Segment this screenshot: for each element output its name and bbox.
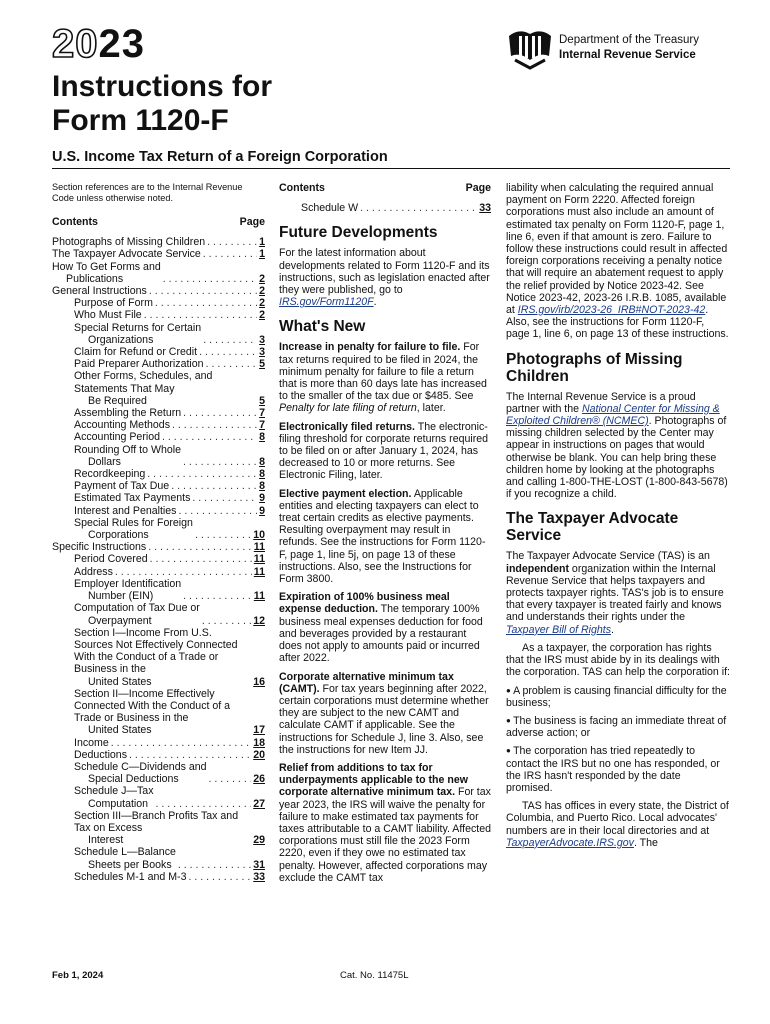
toc-leader-dots: [148, 541, 252, 553]
whats-new-list: [279, 341, 491, 884]
toc-entry[interactable]: [52, 419, 265, 431]
toc-entry[interactable]: [52, 553, 265, 565]
toc-entry[interactable]: [52, 492, 265, 504]
toc-leader-dots: [203, 334, 257, 346]
toc-entry[interactable]: [52, 737, 265, 749]
toc-page-link[interactable]: 3: [259, 346, 265, 359]
toc-entry-label: Employer Identification Number (EIN): [74, 577, 182, 603]
toc-page-link[interactable]: 7: [259, 407, 265, 420]
toc-leader-dots: [147, 468, 257, 480]
toc-entry-label: Schedule L—Balance Sheets per Books: [74, 846, 176, 871]
toc-leader-dots: [183, 590, 252, 602]
notice-2023-42-link[interactable]: IRS.gov/irb/2023-26_IRB#NOT-2023-42: [517, 304, 706, 317]
toc-entry[interactable]: [52, 846, 265, 870]
toc-page-link[interactable]: 8: [259, 455, 265, 468]
toc-entry[interactable]: [52, 566, 265, 578]
toc-page-link[interactable]: 12: [253, 614, 265, 627]
toc-leader-dots: [199, 346, 257, 358]
toc-page-link[interactable]: 9: [259, 504, 265, 517]
toc-entry-label: Estimated Tax Payments: [74, 492, 191, 505]
toc-entry-label: Who Must File: [74, 309, 142, 322]
toc-header: Contents Page: [52, 216, 265, 228]
toc-page-link[interactable]: 20: [253, 748, 265, 761]
toc-entry[interactable]: [52, 602, 265, 626]
toc-entry-label: Income: [74, 736, 109, 749]
toc-leader-dots: [172, 419, 257, 431]
toc-entry[interactable]: [279, 202, 491, 214]
toc-page-link[interactable]: 18: [253, 736, 265, 749]
toc-leader-dots: [115, 566, 252, 578]
toc-entry-label: Purpose of Form: [74, 297, 153, 310]
toc-leader-dots: [209, 773, 252, 785]
future-developments-heading: Future Developments: [279, 224, 438, 242]
toc-entry[interactable]: [52, 407, 265, 419]
toc-leader-dots: [171, 480, 257, 492]
form-year: 2023: [52, 22, 145, 66]
toc-page-link[interactable]: 1: [259, 236, 265, 249]
toc-entry[interactable]: [52, 688, 265, 737]
toc-leader-dots: [111, 737, 251, 749]
toc-entry[interactable]: [52, 761, 265, 785]
toc-page-link[interactable]: 17: [253, 724, 265, 737]
bullet-item: ● The business is facing an immediate threat of adverse action; or: [506, 715, 730, 739]
toc-entry-label: Schedules M-1 and M-3: [74, 870, 187, 883]
toc-page-link[interactable]: 11: [253, 590, 265, 603]
ncmec-link[interactable]: National Center for Missing & Exploited Children® (NCMEC): [506, 402, 720, 428]
missing-children-heading: Photographs of Missing Children: [506, 350, 683, 385]
toc-page-link[interactable]: 11: [253, 541, 265, 554]
toc-entry-label: Interest and Penalties: [74, 504, 177, 517]
whats-new-item: Increase in penalty for failure to file. For tax returns required to be filed in 2024, the minimum penalty for failure to file a return that is more than 60 days late has increased to the smaller of the tax due or $485. See Penalty for late filing of return, later.: [279, 341, 487, 415]
toc-page-link[interactable]: 31: [253, 858, 265, 871]
rights-intro-text: As a taxpayer, the corporation has rights that the IRS must abide by in its dealings with the corporation. TAS can help the corporation if:: [506, 641, 730, 679]
form-subtitle: U.S. Income Tax Return of a Foreign Corporation: [52, 149, 388, 165]
toc-page-link[interactable]: 2: [259, 272, 265, 285]
table-of-contents-continued: [279, 202, 491, 214]
toc-entry[interactable]: [52, 309, 265, 321]
toc-leader-dots: [162, 431, 257, 443]
toc-entry[interactable]: [52, 785, 265, 809]
toc-header-continued: Contents Page: [279, 182, 491, 194]
toc-entry-label: Recordkeeping: [74, 468, 146, 481]
toc-leader-dots: [202, 615, 251, 627]
toc-page-link[interactable]: 3: [259, 333, 265, 346]
toc-leader-dots: [360, 202, 477, 214]
section-references-note: Section references are to the Internal Revenue Code unless otherwise noted.: [52, 182, 243, 203]
toc-entry-label: Section I—Income From U.S. Sources Not Effectively Connected With the Conduct of a Trade or Business in the United States: [74, 626, 238, 688]
column-3: [506, 182, 730, 855]
toc-page-link[interactable]: 16: [253, 675, 265, 688]
whats-new-heading: What's New: [279, 318, 366, 336]
missing-children-text: The Internal Revenue Service is a proud partner with the National Center for Missing & Exploited Children® (NCMEC). Photographs of missing children selected by the Center may appear in instructions on pages that would otherwise be blank. You can help bring these children home by looking at the photographs and calling 1-800-THE-LOST (1-800-843-5678) if you recognize a child.: [506, 390, 728, 501]
toc-entry[interactable]: [52, 627, 265, 688]
whats-new-item: Expiration of 100% business meal expense deduction. The temporary 100% business meal expenses deduction for food and beverages provided by a restaurant does not apply to amounts paid or incurred after 2022.: [279, 591, 483, 665]
toc-entry-label: Accounting Period: [74, 431, 160, 444]
toc-page-link[interactable]: 8: [259, 468, 265, 481]
toc-leader-dots: [203, 248, 257, 260]
toc-entry-label: Section II—Income Effectively Connected With the Conduct of a Trade or Business in the United States: [74, 687, 231, 737]
page-title: Instructions for Form 1120-F: [52, 70, 273, 137]
toc-entry-label: Specific Instructions: [52, 541, 147, 554]
future-developments-text: For the latest information about developments related to Form 1120-F and its instructions, such as legislation enacted after they were published, go to IRS.gov/Form1120F.: [279, 247, 490, 309]
toc-leader-dots: [207, 236, 257, 248]
toc-entry-label: General Instructions: [52, 285, 147, 298]
toc-leader-dots: [150, 553, 252, 565]
toc-entry-label: Assembling the Return: [74, 407, 182, 420]
toc-entry[interactable]: [52, 297, 265, 309]
toc-entry[interactable]: [52, 810, 265, 847]
toc-entry-label: Section III—Branch Profits Tax and Tax on Excess Interest: [74, 809, 239, 847]
toc-entry-label: Period Covered: [74, 553, 148, 566]
toc-leader-dots: [149, 285, 257, 297]
toc-entry-label: Deductions: [74, 748, 127, 761]
toc-page-link[interactable]: 11: [253, 553, 265, 566]
whats-new-item: Corporate alternative minimum tax (CAMT). For tax years beginning after 2022, certain corporations must determine whether they are subject to the new CAMT and calculate CAMT if applicable. See the instructions for Schedule J, line 3. Also, see the instructions for new Item JJ.: [279, 670, 489, 756]
toc-entry[interactable]: [52, 236, 265, 248]
catalog-number: Cat. No. 11475L: [340, 970, 409, 981]
toc-entry[interactable]: [52, 468, 265, 480]
form1120f-link[interactable]: IRS.gov/Form1120F: [279, 296, 374, 309]
whats-new-item: Electronically filed returns. The electronic-filing threshold for corporate returns required to be filed on or after January 1, 2024, has decreased to 10 or more returns. See Electronic Filing, later.: [279, 420, 489, 482]
toc-entry-label: Rounding Off to Whole Dollars: [74, 443, 181, 468]
toc-entry[interactable]: [52, 749, 265, 761]
toc-entry-label: Payment of Tax Due: [74, 480, 170, 493]
toc-leader-dots: [178, 505, 257, 517]
whats-new-item: Elective payment election. Applicable entities and electing taxpayers can elect to treat certain credits as elective payments. Resulting overpayment may result in refunds. See the instructions for Form 1120-F, page 1, line 5j, on page 13 of these instructions. Also, see the Instructions for Form 3800.: [279, 487, 486, 586]
table-of-contents: [52, 236, 265, 883]
toc-entry-label: Schedule W: [301, 202, 359, 215]
toc-entry-label: Claim for Refund or Credit: [74, 346, 198, 359]
column-2: [279, 182, 491, 890]
toc-entry[interactable]: [52, 541, 265, 553]
toc-entry[interactable]: [52, 370, 265, 407]
taxpayer-bill-of-rights-link[interactable]: Taxpayer Bill of Rights: [506, 623, 612, 636]
toc-leader-dots: [192, 492, 257, 504]
tas-intro-text: The Taxpayer Advocate Service (TAS) is an independent organization within the Internal Revenue Service that helps taxpayers and protects taxpayer rights. TAS's job is to ensure that every taxpayer is treated fairly and knows and understands their rights under the Taxpayer Bill of Rights.: [506, 550, 724, 636]
publication-date: Feb 1, 2024: [52, 970, 104, 981]
toc-leader-dots: [144, 309, 257, 321]
taxpayer-advocate-heading: The Taxpayer Advocate Service: [506, 510, 679, 545]
toc-page-link[interactable]: 1: [259, 248, 265, 261]
toc-page-link[interactable]: 11: [253, 565, 265, 578]
toc-entry[interactable]: [52, 346, 265, 358]
toc-entry[interactable]: [52, 505, 265, 517]
toc-entry[interactable]: [52, 444, 265, 468]
toc-page-link[interactable]: 33: [479, 202, 491, 215]
toc-page-link[interactable]: 5: [259, 394, 265, 407]
toc-page-link[interactable]: 2: [259, 297, 265, 310]
agency-name: Department of the Treasury Internal Revenue Service: [559, 34, 699, 61]
toc-entry-label: Special Returns for Certain Organizations: [74, 321, 202, 346]
toc-entry-label: How To Get Forms and Publications: [52, 260, 161, 285]
bullet-item: ● A problem is causing financial difficulty for the business;: [506, 685, 730, 709]
toc-leader-dots: [183, 456, 257, 468]
toc-page-link[interactable]: 33: [253, 870, 265, 883]
toc-entry[interactable]: [52, 480, 265, 492]
toc-entry[interactable]: [52, 285, 265, 297]
toc-entry[interactable]: [52, 517, 265, 541]
toc-leader-dots: [156, 798, 252, 810]
toc-entry[interactable]: [52, 578, 265, 602]
toc-page-link[interactable]: 2: [259, 309, 265, 322]
toc-entry[interactable]: [52, 358, 265, 370]
toc-leader-dots: [183, 407, 257, 419]
toc-entry[interactable]: [52, 248, 265, 260]
toc-leader-dots: [206, 358, 258, 370]
toc-page-link[interactable]: 10: [253, 529, 265, 542]
column-1: [52, 182, 265, 883]
toc-entry-label: Accounting Methods: [74, 419, 170, 432]
toc-entry-label: Special Rules for Foreign Corporations: [74, 516, 193, 542]
toc-page-link[interactable]: 2: [259, 285, 265, 298]
toc-entry-label: Photographs of Missing Children: [52, 236, 206, 249]
toc-entry-label: The Taxpayer Advocate Service: [52, 248, 201, 261]
toc-entry[interactable]: [52, 431, 265, 443]
toc-entry-label: Schedule C—Dividends and Special Deductions: [74, 760, 207, 786]
irs-eagle-logo-icon: [505, 26, 555, 70]
toc-entry-label: Other Forms, Schedules, and Statements That May Be Required: [74, 370, 213, 407]
toc-entry-label: Computation of Tax Due or Overpayment: [74, 602, 200, 627]
toc-page-link[interactable]: 9: [259, 492, 265, 505]
toc-leader-dots: [129, 749, 251, 761]
toc-page-link[interactable]: 5: [259, 358, 265, 371]
toc-leader-dots: [188, 871, 251, 883]
toc-page-link[interactable]: 7: [259, 419, 265, 432]
toc-leader-dots: [155, 297, 257, 309]
toc-page-link[interactable]: 8: [259, 480, 265, 493]
toc-leader-dots: [178, 859, 251, 871]
toc-page-link[interactable]: 29: [253, 834, 265, 847]
toc-entry-label: Paid Preparer Authorization: [74, 358, 204, 371]
toc-leader-dots: [195, 529, 251, 541]
whats-new-item: Relief from additions to tax for underpayments applicable to the new corporate alternative minimum tax. For tax year 2023, the IRS will waive the penalty for failure to make estimated tax payments for taxes attributable to a CAMT liability. Affected corporations must still file the 2023 Form 2220, even if they owe no estimated tax penalty. However, affected corporations may exclude the CAMT tax: [279, 761, 491, 884]
toc-page-link[interactable]: 27: [253, 797, 265, 810]
tas-help-bullets: [506, 685, 730, 795]
toc-leader-dots: [163, 273, 257, 285]
toc-page-link[interactable]: 26: [253, 773, 265, 786]
toc-page-link[interactable]: 8: [259, 431, 265, 444]
toc-entry[interactable]: [52, 322, 265, 346]
title-divider: [52, 168, 730, 169]
bullet-item: ● The corporation has tried repeatedly to contact the IRS but no one has responded, or the IRS hasn't responded by the date promised.: [506, 745, 730, 794]
taxpayer-advocate-link[interactable]: TaxpayerAdvocate.IRS.gov: [506, 836, 634, 849]
toc-entry[interactable]: [52, 871, 265, 883]
toc-entry[interactable]: [52, 261, 265, 285]
toc-entry-label: Schedule J—Tax Computation: [74, 785, 154, 810]
tas-offices-text: TAS has offices in every state, the District of Columbia, and Puerto Rico. Local advocates' numbers are in their local directories and at TaxpayerAdvocate.IRS.gov. The: [506, 800, 729, 849]
toc-entry-label: Address: [74, 565, 113, 578]
continued-text: liability when calculating the required annual payment on Form 2220. Affected foreign corporations must also include an amount of estimated tax penalty on Form 1120-F, page 1, line 6, even if that amount is zero. Failure to follow these instructions could result in affected foreign corporations receiving a penalty notice that will require an abatement request to apply the relief provided by Notice 2023-42. See Notice 2023-42, 2023-26 I.R.B. 1085, available at IRS.gov/irb/2023-26_IRB#NOT-2023-42. Also, see the instructions for Form 1120-F, page 1, line 6, on page 13 of these instructions.: [506, 182, 729, 341]
